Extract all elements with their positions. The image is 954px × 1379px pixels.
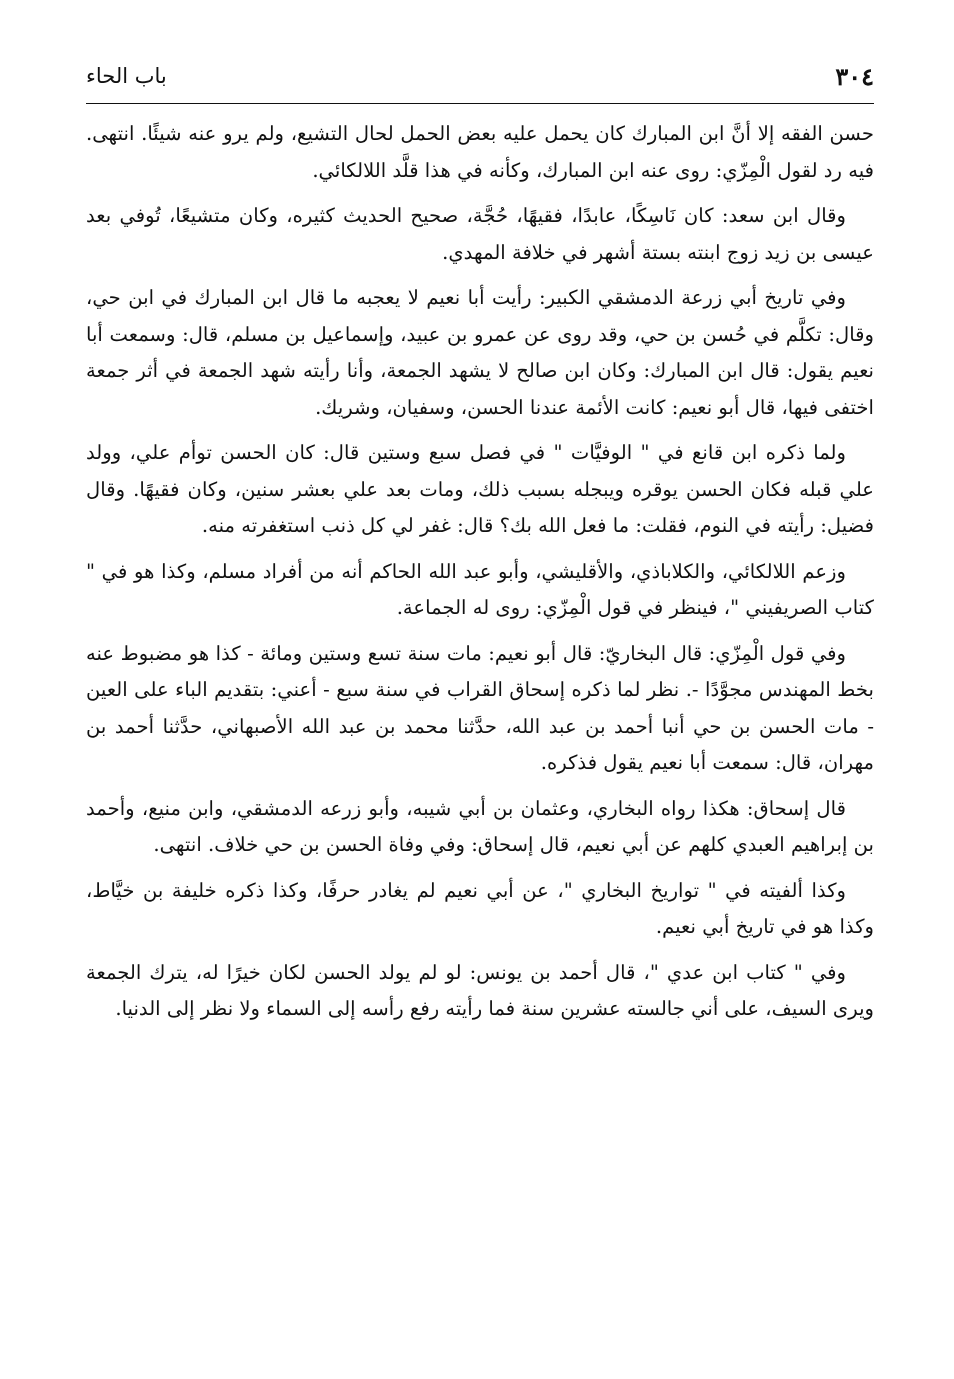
- page-body: [86, 116, 874, 1037]
- page-number: ٣٠٤: [835, 61, 874, 91]
- header-divider: [86, 103, 874, 104]
- running-title: باب الحاء: [86, 64, 167, 88]
- paragraph: وفي قول الْمِزّي: قال البخاريّ: قال أبو نعيم: مات سنة تسع وستين ومائة - كذا هو مضبوط عنه بخط المهندس مجوَّدًا -. نظر لما ذكره إسحاق القراب في سنة سبع - أعني: بتقديم الباء على العين - مات الحسن بن حي أنبا أحمد بن عبد الله، حدَّثنا محمد بن عبد الله الأصبهاني، حدَّثنا أحمد بن مهران، قال: سمعت أبا نعيم يقول فذكره.: [86, 641, 874, 774]
- page-header: [86, 56, 874, 96]
- paragraph: وزعم اللالكائي، والكلاباذي، والأقليشي، وأبو عبد الله الحاكم أنه من أفراد مسلم، وكذا هو في " كتاب الصريفيني "، فينظر في قول الْمِزّي: روى له الجماعة.: [86, 559, 874, 619]
- paragraph: قال إسحاق: هكذا رواه البخاري، وعثمان بن أبي شيبه، وأبو زرعه الدمشقي، وابن منيع، وأحمد بن إبراهيم العبدي كلهم عن أبي نعيم، قال إسحاق: وفي وفاة الحسن بن حي خلاف. انتهى.: [86, 796, 874, 856]
- paragraph: وكذا ألفيته في " تواريخ البخاري "، عن أبي نعيم لم يغادر حرفًا، وكذا ذكره خليفة بن خيَّاط، وكذا هو في تاريخ أبي نعيم.: [86, 878, 874, 938]
- paragraph: وفي " كتاب ابن عدي "، قال أحمد بن يونس: لو لم يولد الحسن لكان خيرًا له، يترك الجمعة ويرى السيف، على أني جالسته عشرين سنة فما رأيته رفع رأسه إلى السماء ولا نظر إلى الدنيا.: [86, 960, 874, 1020]
- paragraph: ولما ذكره ابن قانع في " الوفيَّات " في فصل سبع وستين قال: كان الحسن توأم علي، وولد علي قبله فكان الحسن يوقره ويبجله بسبب ذلك، ومات بعد علي بعشر سنين، وكان فقيهًا. وقال فضيل: رأيته في النوم، فقلت: ما فعل الله بك؟ قال: غفر لي كل ذنب استغفرته منه.: [86, 441, 874, 537]
- paragraph: وفي تاريخ أبي زرعة الدمشقي الكبير: رأيت أبا نعيم لا يعجبه ما قال ابن المبارك في ابن حي، وقال: تكلَّم في حُسن بن حي، وقد روى عن عمرو بن عبيد، وإسماعيل بن مسلم، قال: وسمعت أبا نعيم يقول: قال ابن المبارك: وكان ابن صالح لا يشهد الجمعة، وأنا رأيته شهد الجمعة في أثر جمعة اختفى فيها، قال أبو نعيم: كانت الأئمة عندنا الحسن، وسفيان، وشريك.: [86, 286, 874, 419]
- paragraph: حسن الفقه إلا أنَّ ابن المبارك كان يحمل عليه بعض الحمل لحال التشيع، ولم يرو عنه شيئًا. انتهى. فيه رد لقول الْمِزّي: روى عنه ابن المبارك، وكأنه في هذا قلَّد اللالكائي.: [86, 122, 874, 182]
- paragraph: وقال ابن سعد: كان نَاسِكًا، عابدًا، فقيهًا، حُجَّة، صحيح الحديث كثيره، وكان متشيعًا، تُوفي بعد عيسى بن زيد زوج ابنته بستة أشهر في خلافة المهدي.: [86, 204, 874, 264]
